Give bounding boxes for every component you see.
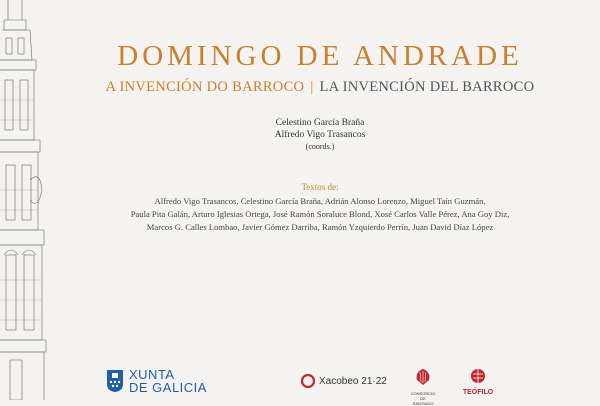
authors-line: Alfredo Vigo Trasancos, Celestino García Braña, Adrián Alonso Lorenzo, Miguel Taín Guzmán, — [154, 196, 486, 206]
xacobeo-logo — [300, 374, 387, 388]
authors-list — [110, 195, 530, 234]
coordinators — [0, 117, 600, 153]
xunta-line: XUNTA — [129, 367, 175, 382]
book-subtitle — [0, 79, 600, 96]
xunta-line: DE GALICIA — [129, 380, 207, 395]
consorcio-line: SANTIAGO — [412, 401, 434, 406]
texts-label: Textos de: — [301, 182, 339, 192]
xacobeo-label: Xacobeo 21·22 — [319, 375, 387, 387]
coordinator-name: Alfredo Vigo Trasancos — [274, 130, 366, 140]
consorcio-santiago-logo — [408, 368, 438, 406]
shell-icon — [414, 368, 432, 386]
subtitle-spanish: LA INVENCIÓN DEL BARROCO — [319, 79, 535, 95]
subtitle-separator: | — [310, 79, 314, 95]
subtitle-galician: A INVENCIÓN DO BARROCO — [105, 79, 305, 95]
book-title: DOMINGO DE ANDRADE — [117, 40, 523, 72]
consorcio-line: CONSORCIO DE — [410, 391, 436, 401]
galicia-shield-icon — [106, 369, 124, 393]
teofilo-globe-icon — [470, 368, 486, 384]
teofilo-logo — [458, 368, 498, 396]
coordinator-name: Celestino García Braña — [275, 118, 365, 128]
xunta-de-galicia-logo — [106, 368, 207, 394]
authors-line: Marcos G. Calles Lombao, Javier Gómez Darriba, Ramón Yzquierdo Perrín, Juan David Díaz López — [146, 222, 494, 232]
xacobeo-swirl-icon — [300, 374, 316, 388]
teofilo-label: TEÓFILO — [462, 389, 494, 396]
coordinators-role: (coords.) — [305, 142, 335, 151]
authors-line: Paula Pita Galán, Arturo Iglesias Ortega, José Ramón Soraluce Blond, Xosé Carlos Valle Pérez, Ana Goy Diz, — [130, 209, 510, 219]
